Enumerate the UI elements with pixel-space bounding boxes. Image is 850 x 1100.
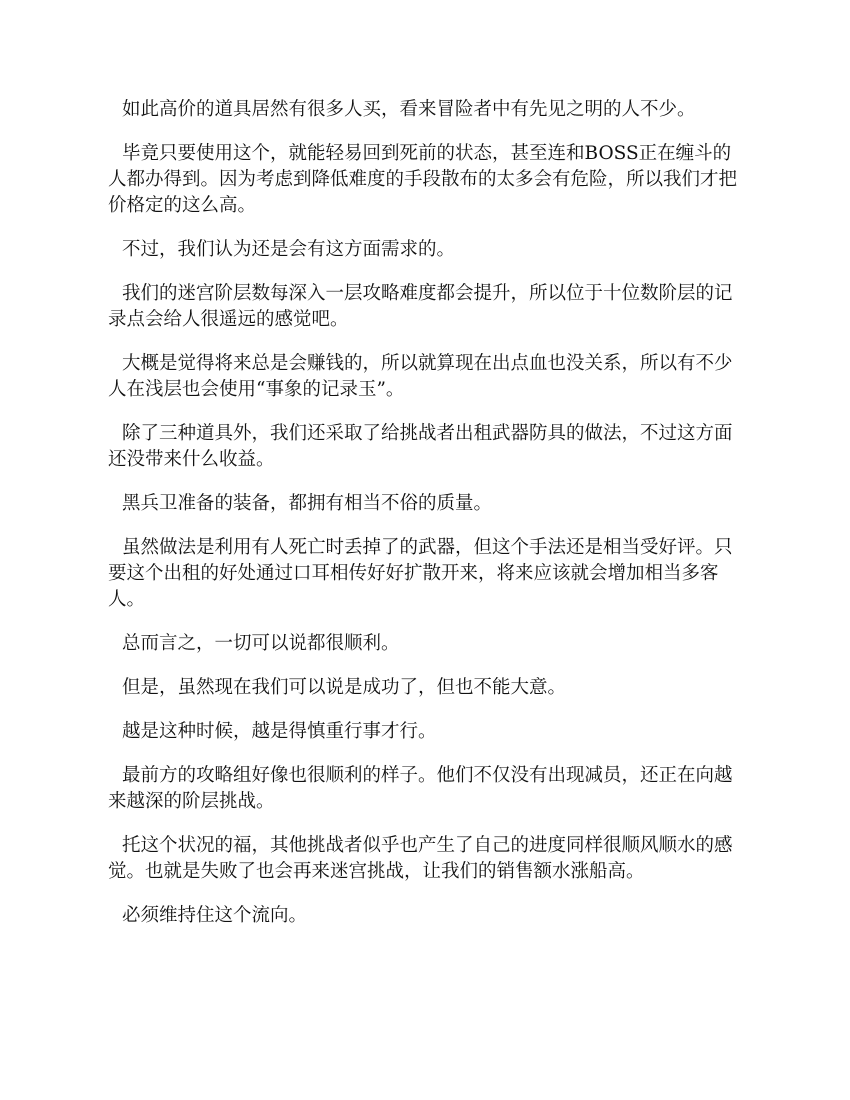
paragraph: 总而言之，一切可以说都很顺利。 <box>122 633 400 654</box>
paragraph: 毕竟只要使用这个，就能轻易回到死前的状态，甚至连和BOSS正在缠斗的人都办得到。因为考虑到降低难度的手段散布的太多会有危险，所以我们才把价格定的这么高。 <box>108 143 738 216</box>
paragraph: 但是，虽然现在我们可以说是成功了，但也不能大意。 <box>122 677 567 698</box>
paragraph: 越是这种时候，越是得慎重行事才行。 <box>122 721 437 742</box>
paragraph: 托这个状况的福，其他挑战者似乎也产生了自己的进度同样很顺风顺水的感觉。也就是失败了也会再来迷宫挑战，让我们的销售额水涨船高。 <box>108 835 733 882</box>
paragraph: 不过，我们认为还是会有这方面需求的。 <box>122 239 456 260</box>
paragraph: 必须维持住这个流向。 <box>122 905 308 926</box>
paragraph: 最前方的攻略组好像也很顺利的样子。他们不仅没有出现减员，还正在向越来越深的阶层挑战。 <box>108 765 733 812</box>
paragraph: 虽然做法是利用有人死亡时丢掉了的武器，但这个手法还是相当受好评。只要这个出租的好处通过口耳相传好好扩散开来，将来应该就会增加相当多客人。 <box>108 537 733 610</box>
paragraph: 大概是觉得将来总是会赚钱的，所以就算现在出点血也没关系，所以有不少人在浅层也会使用“事象的记录玉”。 <box>108 353 733 400</box>
document-body <box>108 97 748 947</box>
paragraph: 黑兵卫准备的装备，都拥有相当不俗的质量。 <box>122 493 493 514</box>
paragraph: 除了三种道具外，我们还采取了给挑战者出租武器防具的做法，不过这方面还没带来什么收益。 <box>108 423 733 470</box>
paragraph: 我们的迷宫阶层数每深入一层攻略难度都会提升，所以位于十位数阶层的记录点会给人很遥远的感觉吧。 <box>108 283 733 330</box>
paragraph: 如此高价的道具居然有很多人买，看来冒险者中有先见之明的人不少。 <box>122 99 696 120</box>
